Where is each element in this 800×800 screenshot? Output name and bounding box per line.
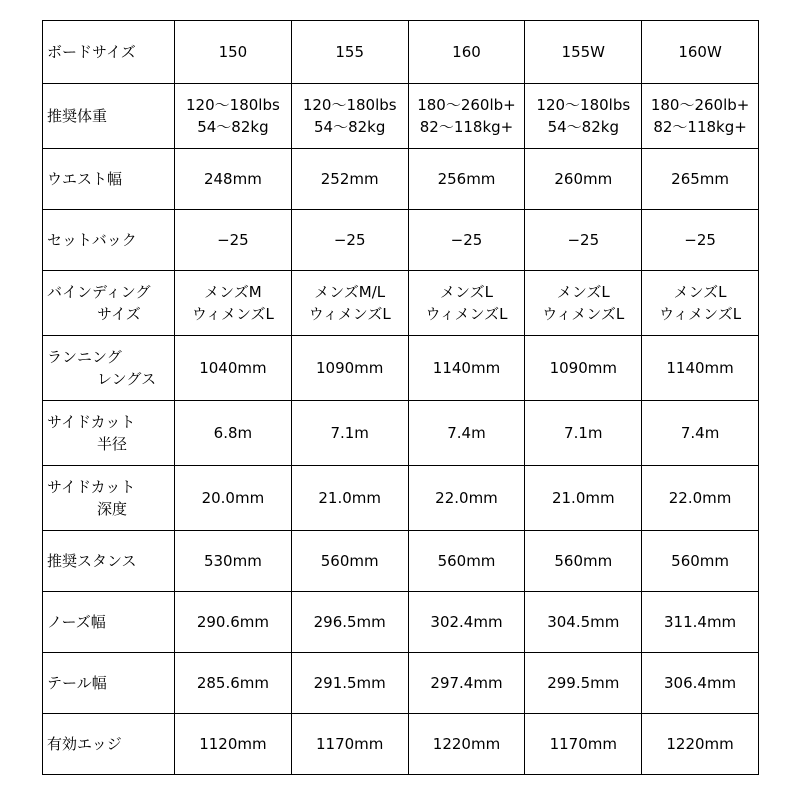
spec-cell xyxy=(291,401,408,466)
row-label-line: 推奨スタンス xyxy=(47,552,137,570)
table-row xyxy=(43,401,759,466)
spec-cell xyxy=(642,531,759,592)
spec-cell xyxy=(175,531,292,592)
spec-cell xyxy=(175,149,292,210)
spec-cell-line: 304.5mm xyxy=(547,613,620,631)
spec-cell-line: 297.4mm xyxy=(430,674,503,692)
spec-cell-line: 560mm xyxy=(320,552,379,570)
spec-cell xyxy=(291,592,408,653)
spec-cell xyxy=(525,466,642,531)
spec-cell-line: 1090mm xyxy=(549,359,617,377)
spec-cell xyxy=(291,714,408,775)
spec-cell-line: 22.0mm xyxy=(435,489,498,507)
spec-cell-line: メンズL xyxy=(673,283,727,301)
size-header: 160 xyxy=(408,21,525,84)
spec-cell xyxy=(408,653,525,714)
row-label xyxy=(43,592,175,653)
table-row xyxy=(43,336,759,401)
row-label xyxy=(43,149,175,210)
spec-cell-line: 7.1m xyxy=(330,424,369,442)
spec-cell-line: 296.5mm xyxy=(313,613,386,631)
spec-cell xyxy=(291,531,408,592)
spec-cell-line: 1120mm xyxy=(199,735,267,753)
spec-cell-line: 291.5mm xyxy=(313,674,386,692)
spec-cell xyxy=(291,271,408,336)
spec-cell xyxy=(642,653,759,714)
spec-cell-line: ウィメンズL xyxy=(191,305,274,323)
spec-cell xyxy=(175,714,292,775)
spec-cell-line: 290.6mm xyxy=(196,613,269,631)
spec-cell-line: メンズL xyxy=(440,283,493,301)
spec-cell-line: 560mm xyxy=(437,552,496,570)
spec-cell-line: 560mm xyxy=(554,552,613,570)
row-label-line: 有効エッジ xyxy=(47,735,122,753)
spec-cell-line: メンズM/L xyxy=(314,283,386,301)
spec-cell-line: 260mm xyxy=(554,170,613,188)
spec-cell-line: 54〜82kg xyxy=(197,118,269,136)
row-label xyxy=(43,466,175,531)
spec-cell xyxy=(291,210,408,271)
spec-cell-line: −25 xyxy=(217,231,249,249)
spec-cell xyxy=(291,653,408,714)
spec-cell-line: ウィメンズL xyxy=(425,305,508,323)
table-row xyxy=(43,531,759,592)
spec-cell-line: 1220mm xyxy=(432,735,501,753)
spec-cell xyxy=(291,84,408,149)
spec-cell-line: 7.4m xyxy=(447,424,486,442)
row-label-line: セットバック xyxy=(47,231,137,249)
spec-cell xyxy=(175,336,292,401)
row-label-line: サイドカット xyxy=(47,413,136,431)
table-row xyxy=(43,714,759,775)
spec-cell-line: ウィメンズL xyxy=(659,305,742,323)
spec-cell xyxy=(175,401,292,466)
spec-cell-line: −25 xyxy=(333,231,366,249)
spec-cell-line: 1090mm xyxy=(315,359,384,377)
size-header: 160W xyxy=(642,21,759,84)
spec-cell-line: −25 xyxy=(567,231,600,249)
spec-cell-line: 7.1m xyxy=(564,424,603,442)
row-label-line: サイドカット xyxy=(47,478,136,496)
spec-cell-line: 20.0mm xyxy=(201,489,265,507)
row-label xyxy=(43,271,175,336)
row-label xyxy=(43,210,175,271)
spec-cell xyxy=(642,149,759,210)
spec-cell xyxy=(408,84,525,149)
spec-cell xyxy=(408,271,525,336)
spec-cell-line: 1140mm xyxy=(666,359,734,377)
spec-cell-line: 180〜260lb+ xyxy=(650,96,750,114)
spec-cell xyxy=(642,401,759,466)
spec-cell-line: 120〜180lbs xyxy=(186,96,280,114)
spec-cell xyxy=(525,653,642,714)
spec-cell xyxy=(525,401,642,466)
spec-cell xyxy=(291,466,408,531)
spec-cell-line: 22.0mm xyxy=(668,489,732,507)
spec-cell-line: ウィメンズL xyxy=(308,305,391,323)
spec-cell xyxy=(642,84,759,149)
spec-cell xyxy=(525,271,642,336)
spec-cell xyxy=(525,336,642,401)
row-label-line: ランニング xyxy=(47,348,122,366)
spec-cell-line: 120〜180lbs xyxy=(536,96,631,114)
spec-cell xyxy=(525,592,642,653)
spec-cell xyxy=(525,714,642,775)
spec-cell-line: 82〜118kg+ xyxy=(653,118,747,136)
spec-cell-line: 21.0mm xyxy=(551,489,615,507)
spec-cell xyxy=(408,210,525,271)
spec-cell xyxy=(525,149,642,210)
spec-cell xyxy=(291,149,408,210)
spec-cell-line: メンズL xyxy=(556,283,610,301)
spec-cell-line: 1040mm xyxy=(199,359,267,377)
spec-cell-line: 1220mm xyxy=(666,735,734,753)
spec-cell xyxy=(175,271,292,336)
spec-cell xyxy=(291,336,408,401)
row-label-line: ウエスト幅 xyxy=(47,170,123,188)
spec-cell-line: 302.4mm xyxy=(430,613,503,631)
spec-cell xyxy=(408,714,525,775)
spec-cell xyxy=(642,466,759,531)
spec-cell xyxy=(408,466,525,531)
spec-cell-line: 54〜82kg xyxy=(547,118,619,136)
size-header: 155W xyxy=(525,21,642,84)
header-label: ボードサイズ xyxy=(43,21,175,84)
row-label xyxy=(43,84,175,149)
spec-cell-line: 120〜180lbs xyxy=(302,96,397,114)
spec-cell-line: メンズM xyxy=(204,283,262,301)
spec-cell-line: ウィメンズL xyxy=(542,305,625,323)
table-row xyxy=(43,210,759,271)
spec-cell-line: 285.6mm xyxy=(196,674,269,692)
spec-cell xyxy=(525,84,642,149)
header-row xyxy=(43,21,759,84)
row-label-line: 半径 xyxy=(97,435,128,453)
spec-cell xyxy=(408,531,525,592)
spec-cell xyxy=(408,592,525,653)
spec-cell xyxy=(408,149,525,210)
table-row xyxy=(43,466,759,531)
spec-cell xyxy=(175,466,292,531)
row-label xyxy=(43,653,175,714)
spec-cell xyxy=(642,714,759,775)
spec-cell xyxy=(642,210,759,271)
row-label-line: ノーズ幅 xyxy=(47,613,106,631)
spec-cell-line: 1140mm xyxy=(432,359,501,377)
spec-cell-line: 530mm xyxy=(203,552,262,570)
table-row xyxy=(43,271,759,336)
spec-table-body xyxy=(43,21,759,775)
row-label xyxy=(43,531,175,592)
spec-cell-line: 306.4mm xyxy=(664,674,737,692)
spec-cell xyxy=(525,531,642,592)
spec-cell-line: −25 xyxy=(450,231,483,249)
row-label-line: テール幅 xyxy=(47,674,107,692)
spec-cell-line: 54〜82kg xyxy=(314,118,386,136)
spec-cell-line: 252mm xyxy=(320,170,379,188)
spec-cell-line: −25 xyxy=(684,231,716,249)
spec-cell-line: 1170mm xyxy=(315,735,384,753)
spec-cell-line: 248mm xyxy=(203,170,262,188)
spec-cell-line: 1170mm xyxy=(549,735,617,753)
spec-cell-line: 299.5mm xyxy=(547,674,620,692)
board-spec-table xyxy=(42,20,759,775)
size-header: 150 xyxy=(175,21,292,84)
row-label-line: サイズ xyxy=(97,305,141,323)
row-label-line: 推奨体重 xyxy=(47,107,108,125)
spec-cell xyxy=(175,653,292,714)
spec-cell xyxy=(408,336,525,401)
spec-cell-line: 560mm xyxy=(671,552,730,570)
spec-cell xyxy=(642,271,759,336)
spec-cell xyxy=(642,336,759,401)
spec-cell-line: 265mm xyxy=(671,170,730,188)
row-label xyxy=(43,401,175,466)
spec-cell-line: 6.8m xyxy=(213,424,253,442)
spec-cell-line: 180〜260lb+ xyxy=(417,96,516,114)
table-row xyxy=(43,84,759,149)
row-label-line: バインディング xyxy=(47,283,151,301)
row-label xyxy=(43,336,175,401)
spec-cell xyxy=(175,210,292,271)
spec-cell xyxy=(408,401,525,466)
spec-cell-line: 311.4mm xyxy=(664,613,737,631)
spec-cell-line: 21.0mm xyxy=(318,489,381,507)
row-label-line: 深度 xyxy=(97,500,128,518)
row-label xyxy=(43,714,175,775)
spec-cell-line: 256mm xyxy=(437,170,496,188)
table-row xyxy=(43,592,759,653)
spec-cell xyxy=(642,592,759,653)
spec-cell xyxy=(175,84,292,149)
table-row xyxy=(43,149,759,210)
spec-cell-line: 82〜118kg+ xyxy=(419,118,514,136)
size-header: 155 xyxy=(291,21,408,84)
spec-cell-line: 7.4m xyxy=(680,424,720,442)
row-label-line: レングス xyxy=(97,370,157,388)
spec-cell xyxy=(525,210,642,271)
table-row xyxy=(43,653,759,714)
spec-cell xyxy=(175,592,292,653)
